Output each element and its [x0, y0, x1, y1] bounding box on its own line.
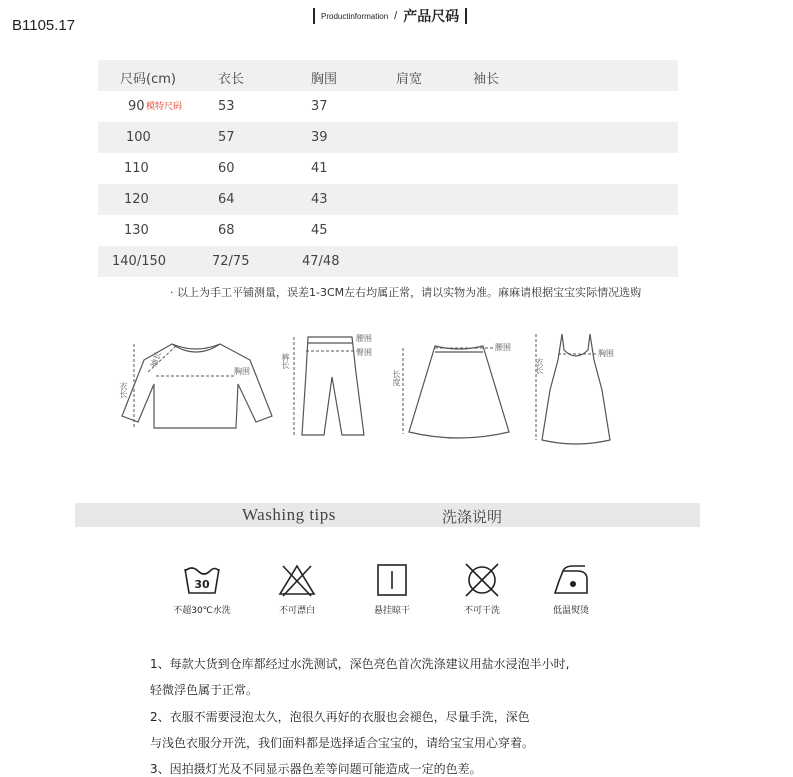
section-header: [313, 6, 467, 26]
label-length: 衣长: [119, 382, 128, 398]
low-iron-icon: [551, 563, 591, 597]
cell-length: 68: [218, 223, 235, 238]
model-size-note: 模特尺码: [146, 102, 183, 112]
label-chest: 胸围: [234, 367, 250, 376]
no-bleach-item: [267, 563, 327, 616]
product-code: B1105.17: [12, 17, 76, 34]
hang-dry-item: [362, 563, 422, 616]
label-waist: 腰围: [356, 334, 372, 343]
wash-label: 不超30℃水洗: [173, 606, 231, 616]
cell-length: 53: [218, 99, 235, 114]
label-hip: 臀围: [356, 348, 372, 357]
wash-temp-text: 30: [194, 578, 210, 591]
label-waist: 腰围: [495, 343, 511, 352]
table-row: [98, 122, 678, 153]
no-dry-clean-icon: [462, 563, 502, 597]
shirt-outline-icon: [120, 330, 280, 440]
care-paragraph-3: 3、因拍摄灯光及不同显示器色差等问题可能造成一定的色差。: [150, 762, 482, 776]
low-iron-item: [541, 563, 601, 616]
cell-size: 140/150: [112, 254, 167, 269]
label-chest: 胸围: [598, 349, 614, 358]
th-sleeve: 袖长: [473, 72, 500, 87]
table-row: [98, 184, 678, 215]
table-row: [98, 91, 678, 122]
label-length: 裤长: [281, 353, 290, 369]
cell-chest: 43: [311, 192, 328, 207]
table-row: [98, 215, 678, 246]
iron-label: 低温熨烫: [552, 606, 589, 616]
washing-tips-bar: [75, 503, 700, 527]
table-row: [98, 246, 678, 277]
dress-diagram: [530, 330, 630, 445]
wash-30-icon: [182, 563, 222, 597]
measurement-note: · 以上为手工平铺测量，误差1-3CM左右均属正常，请以实物为准。麻麻请根据宝宝实际情况选购: [170, 286, 642, 299]
cell-length: 60: [218, 161, 235, 176]
header-cn: 产品尺码: [403, 9, 460, 25]
table-row: [98, 153, 678, 184]
no-dry-clean-item: [452, 563, 512, 616]
cell-length: 64: [218, 192, 235, 207]
cell-size: 120: [124, 192, 149, 207]
care-paragraph-1: 1、每款大货到仓库都经过水洗测试，深色亮色首次洗涤建议用盐水浸泡半小时,: [150, 657, 570, 671]
cell-chest: 47/48: [302, 254, 340, 269]
cell-size: 100: [126, 130, 151, 145]
header-bar-right: [465, 8, 467, 24]
care-paragraph-1b: 轻微浮色属于正常。: [150, 683, 259, 697]
cell-length: 57: [218, 130, 235, 145]
care-paragraph-2: 2、衣服不需要浸泡太久，泡很久再好的衣服也会褪色，尽量手洗，深色: [150, 710, 530, 724]
pants-diagram: [280, 333, 390, 443]
skirt-outline-icon: [395, 340, 525, 445]
th-chest: 胸围: [311, 72, 338, 87]
th-size: 尺码(cm): [120, 72, 176, 87]
th-length: 衣长: [218, 72, 245, 87]
no-bleach-icon: [277, 563, 317, 597]
dry-clean-label: 不可干洗: [463, 606, 500, 616]
washing-title-en: Washing tips: [242, 505, 336, 524]
bleach-label: 不可漂白: [278, 606, 315, 616]
header-en: Productinformation: [321, 11, 389, 21]
label-length: 长度: [392, 370, 401, 386]
wash-30-item: [172, 563, 232, 616]
th-shoulder: 肩宽: [396, 72, 423, 87]
label-sleeve: 袖长: [149, 350, 163, 369]
dry-label: 悬挂晾干: [373, 606, 410, 616]
hang-dry-icon: [372, 563, 412, 597]
label-length: 衣长: [535, 358, 544, 374]
header-bar-left: [313, 8, 315, 24]
cell-size: 90: [128, 99, 145, 114]
size-table: [98, 60, 678, 277]
cell-size: 130: [124, 223, 149, 238]
dress-outline-icon: [530, 330, 630, 445]
cell-size: 110: [124, 161, 149, 176]
care-paragraph-2b: 与浅色衣服分开洗，我们面料都是选择适合宝宝的，请给宝宝用心穿着。: [150, 736, 535, 750]
shirt-diagram: [120, 330, 280, 440]
pants-outline-icon: [280, 333, 390, 443]
cell-chest: 41: [311, 161, 328, 176]
skirt-diagram: [392, 340, 525, 445]
cell-chest: 39: [311, 130, 328, 145]
cell-length: 72/75: [212, 254, 250, 269]
washing-title-cn: 洗涤说明: [442, 508, 503, 526]
cell-chest: 45: [311, 223, 328, 238]
table-header-row: [98, 60, 678, 91]
cell-chest: 37: [311, 99, 328, 114]
header-sep: /: [394, 10, 398, 22]
